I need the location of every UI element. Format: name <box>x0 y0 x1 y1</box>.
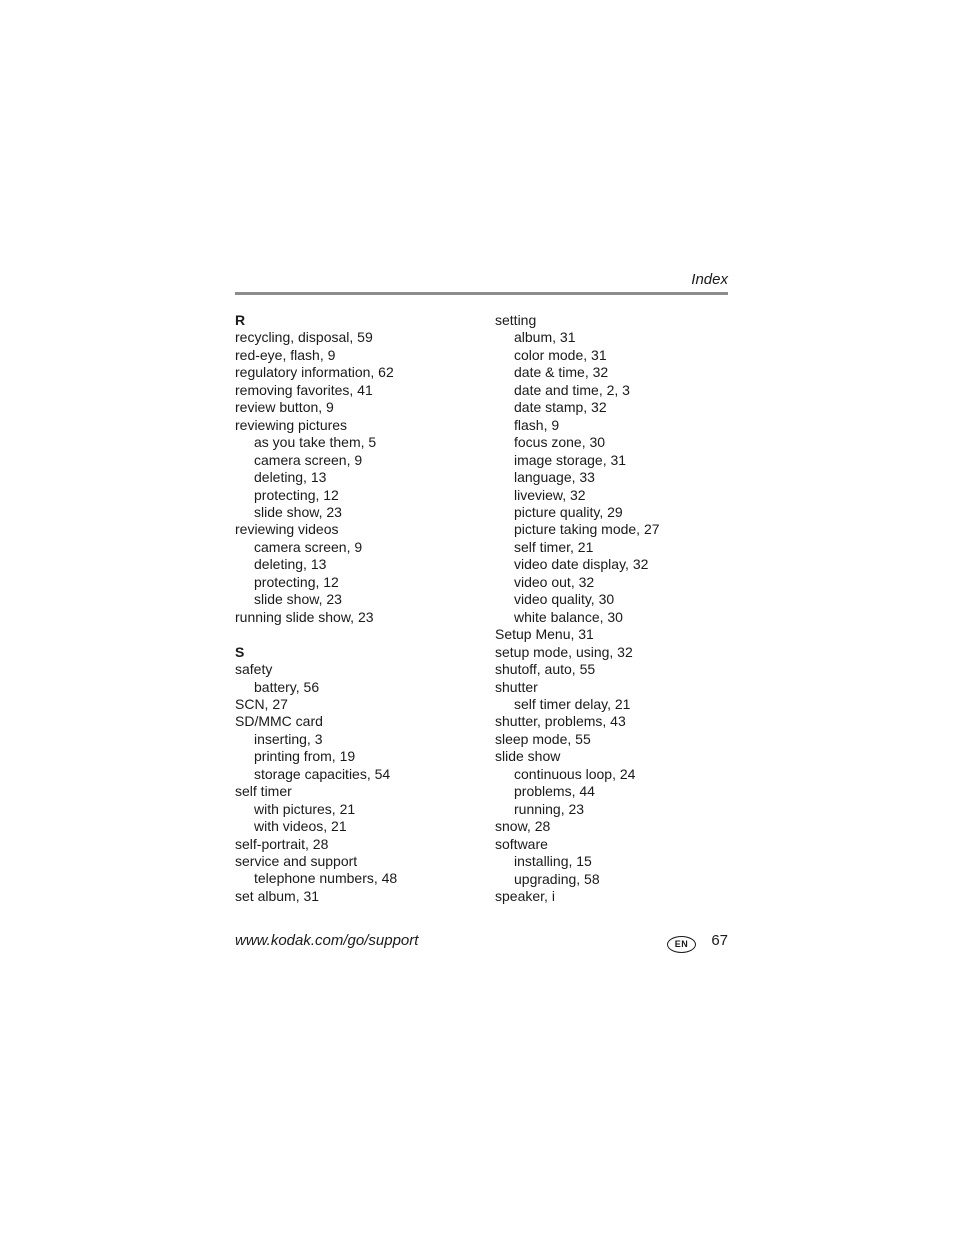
index-subentry: deleting, 13 <box>254 469 327 486</box>
index-subentry: self timer, 21 <box>514 538 594 555</box>
index-subentry: flash, 9 <box>514 416 560 433</box>
index-subentry: picture taking mode, 27 <box>514 521 660 538</box>
index-subentry: battery, 56 <box>254 678 320 695</box>
index-subentry: white balance, 30 <box>514 608 623 625</box>
index-entry: recycling, disposal, 59 <box>235 329 373 346</box>
index-subentry: slide show, 23 <box>254 591 342 608</box>
index-entry: SD/MMC card <box>235 713 323 730</box>
index-entry: self-portrait, 28 <box>235 835 329 852</box>
section-letter-r: R <box>235 312 246 328</box>
index-entry: removing favorites, 41 <box>235 381 373 398</box>
index-subentry: protecting, 12 <box>254 486 339 503</box>
index-subentry: printing from, 19 <box>254 748 356 765</box>
index-subentry: self timer delay, 21 <box>514 695 631 712</box>
index-entry: regulatory information, 62 <box>235 364 394 381</box>
index-subentry: problems, 44 <box>514 783 595 800</box>
index-entry: shutoff, auto, 55 <box>495 661 596 678</box>
header-rule <box>235 292 728 295</box>
index-entry: reviewing videos <box>235 521 339 538</box>
index-subentry: camera screen, 9 <box>254 538 363 555</box>
index-subentry: video date display, 32 <box>514 556 649 573</box>
index-subentry: running, 23 <box>514 800 585 817</box>
index-entry: set album, 31 <box>235 887 320 904</box>
index-subentry: video out, 32 <box>514 573 595 590</box>
index-subentry: with pictures, 21 <box>254 800 356 817</box>
index-entry: service and support <box>235 853 358 870</box>
index-subentry: installing, 15 <box>514 853 592 870</box>
index-subentry: date & time, 32 <box>514 364 609 381</box>
index-subentry: language, 33 <box>514 469 595 486</box>
index-subentry: video quality, 30 <box>514 591 615 608</box>
index-entry: setting <box>495 312 537 328</box>
index-entry: setup mode, using, 32 <box>495 643 633 660</box>
index-subentry: image storage, 31 <box>514 451 627 468</box>
index-entry: sleep mode, 55 <box>495 730 591 747</box>
footer-url: www.kodak.com/go/support <box>235 932 419 949</box>
section-gap <box>235 626 475 643</box>
index-subentry: album, 31 <box>514 329 576 346</box>
index-subentry: date and time, 2, 3 <box>514 381 630 398</box>
index-subentry: deleting, 13 <box>254 556 327 573</box>
index-subentry: upgrading, 58 <box>514 870 600 887</box>
running-head: Index <box>691 271 728 288</box>
section-letter-s: S <box>235 643 245 660</box>
index-subentry: telephone numbers, 48 <box>254 870 398 887</box>
index-column-left <box>235 312 475 905</box>
index-entry: Setup Menu, 31 <box>495 626 594 643</box>
index-subentry: date stamp, 32 <box>514 399 607 416</box>
index-entry: shutter <box>495 678 538 695</box>
index-subentry: liveview, 32 <box>514 486 586 503</box>
index-subentry: protecting, 12 <box>254 573 339 590</box>
index-entry: slide show <box>495 748 561 765</box>
language-badge: EN <box>667 936 696 953</box>
index-entry: red-eye, flash, 9 <box>235 346 336 363</box>
index-subentry: continuous loop, 24 <box>514 765 636 782</box>
index-subentry: color mode, 31 <box>514 346 607 363</box>
index-subentry: camera screen, 9 <box>254 451 363 468</box>
index-subentry: inserting, 3 <box>254 730 323 747</box>
index-subentry: with videos, 21 <box>254 818 347 835</box>
index-entry: review button, 9 <box>235 399 334 416</box>
index-entry: software <box>495 835 548 852</box>
index-entry: running slide show, 23 <box>235 608 374 625</box>
index-subentry: slide show, 23 <box>254 503 342 520</box>
index-entry: SCN, 27 <box>235 695 288 712</box>
index-entry: reviewing pictures <box>235 416 348 433</box>
index-entry: self timer <box>235 783 292 800</box>
index-entry: snow, 28 <box>495 818 551 835</box>
index-subentry: as you take them, 5 <box>254 434 377 451</box>
index-entry: safety <box>235 661 273 678</box>
index-subentry: storage capacities, 54 <box>254 765 391 782</box>
index-subentry: focus zone, 30 <box>514 434 606 451</box>
index-entry: shutter, problems, 43 <box>495 713 626 730</box>
index-entry: speaker, i <box>495 887 555 904</box>
index-subentry: picture quality, 29 <box>514 503 623 520</box>
index-column-right <box>495 312 735 905</box>
page-number: 67 <box>711 932 728 949</box>
